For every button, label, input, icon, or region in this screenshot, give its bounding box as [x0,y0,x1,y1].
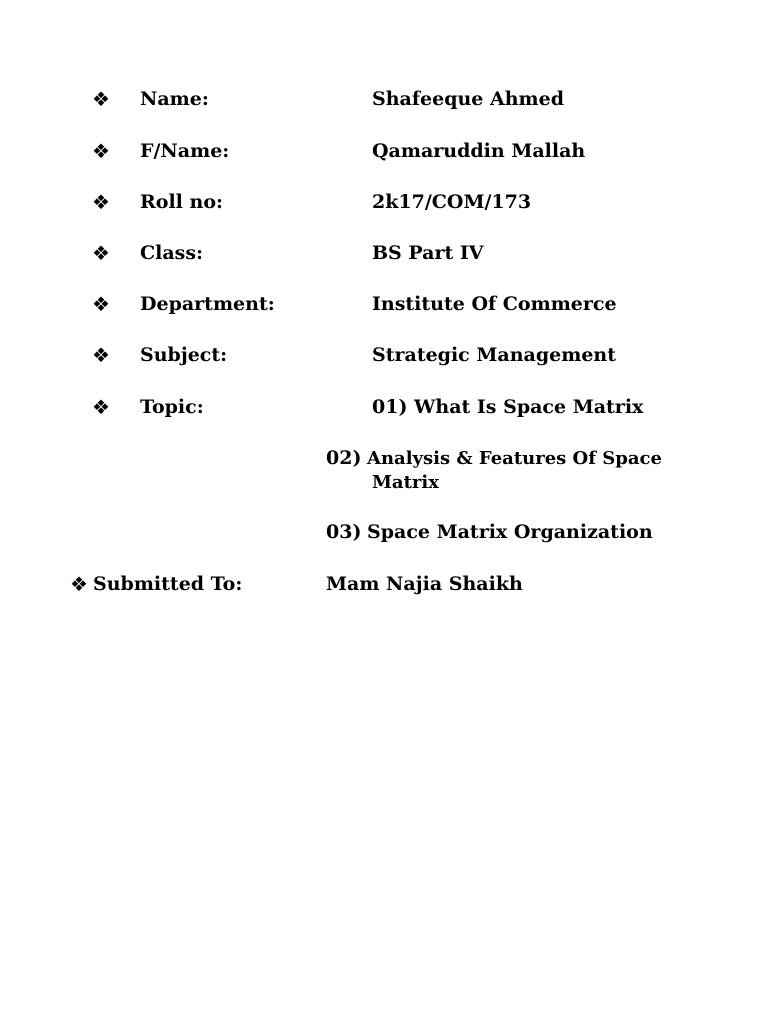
field-label-roll-no: Roll no: [140,191,224,213]
bullet-icon: ❖ [92,190,110,214]
field-value-topic-1: 01) What Is Space Matrix [372,396,644,418]
field-label-submitted-to: Submitted To: [93,573,243,595]
bullet-icon: ❖ [92,87,110,111]
field-label-department: Department: [140,293,275,315]
bullet-icon: ❖ [92,241,110,265]
bullet-icon: ❖ [92,343,110,367]
bullet-icon: ❖ [92,292,110,316]
field-value-class: BS Part IV [372,242,484,264]
field-value-name: Shafeeque Ahmed [372,88,565,110]
field-label-subject: Subject: [140,344,228,366]
topic-text-line1: Space Matrix Organization [367,521,653,543]
bullet-icon: ❖ [92,139,110,163]
topic-number: 02) [326,447,362,469]
field-label-class: Class: [140,242,204,264]
field-value-roll-no: 2k17/COM/173 [372,191,532,213]
topic-text-line2: Matrix [372,472,439,493]
field-label-name: Name: [140,88,209,110]
topic-number: 03) [326,521,362,543]
field-value-subject: Strategic Management [372,344,616,366]
field-value-department: Institute Of Commerce [372,293,617,315]
field-label-topic: Topic: [140,396,204,418]
field-label-father-name: F/Name: [140,140,230,162]
field-value-submitted-to: Mam Najia Shaikh [326,573,523,595]
bullet-icon: ❖ [92,395,110,419]
bullet-icon: ❖ [70,572,88,596]
field-value-father-name: Qamaruddin Mallah [372,140,586,162]
topic-text-line1: Analysis & Features Of Space [367,448,662,469]
